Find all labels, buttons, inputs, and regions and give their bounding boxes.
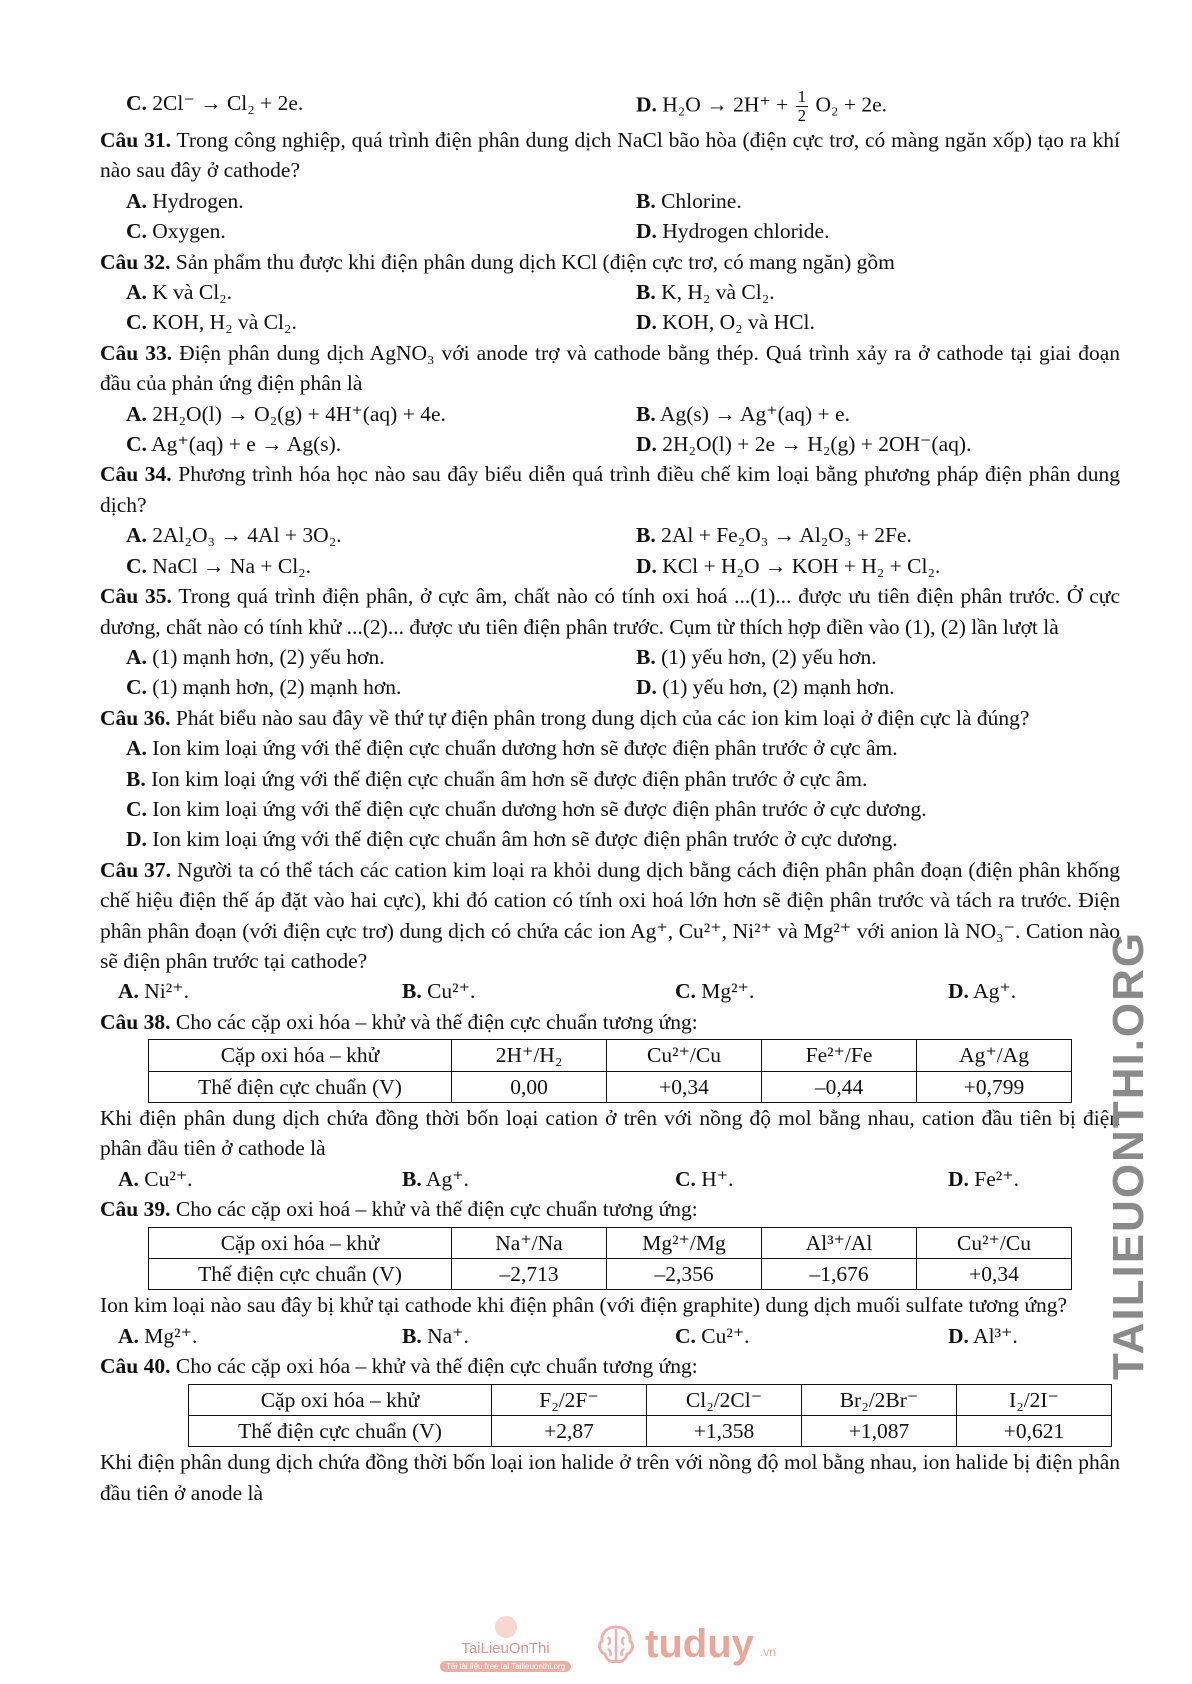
question: Câu 39. Cho các cặp oxi hoá – khử và thế điện cực chuẩn tương ứng: (100, 1197, 698, 1222)
option-label: B. (636, 280, 656, 305)
options-row (100, 277, 1120, 307)
table-cell: –0,44 (762, 1071, 917, 1102)
answer-option: A. 2Al₂O₃ → 4Al + 3O₂. (126, 523, 342, 548)
answer-option: C. Cu²⁺. (675, 1323, 750, 1348)
table-cell: +0,34 (917, 1259, 1072, 1290)
answer-option: B. K, H₂ và Cl₂. (636, 280, 775, 305)
potential-table (148, 1227, 1072, 1291)
table-cell: Mg²⁺/Mg (607, 1227, 762, 1258)
option-label: B. (636, 523, 656, 548)
option-a: A. Ion kim loại ứng với thế điện cực chuẩn dương hơn sẽ được điện phân trước ở cực âm. (126, 736, 898, 761)
question-number: Câu 33. (100, 340, 173, 365)
question-stem: Ion kim loại nào sau đây bị khử tại cathode khi điện phân (với điện graphite) dung dịch muối sulfate tương ứng? (100, 1293, 1068, 1318)
table-cell: +0,799 (917, 1071, 1072, 1102)
q30-options (100, 88, 1120, 125)
option-label: A. (118, 979, 139, 1004)
mascot-icon (495, 1616, 517, 1638)
answer-option: B. 2Al + Fe₂O₃ → Al₂O₃ + 2Fe. (636, 523, 912, 548)
options-row (100, 520, 1120, 550)
option-label: D. (636, 219, 657, 244)
brain-icon (593, 1621, 639, 1667)
answer-option: C. NaCl → Na + Cl₂. (126, 553, 312, 578)
table-cell: Cu²⁺/Cu (917, 1227, 1072, 1258)
answer-option: A. Hydrogen. (126, 188, 244, 213)
options-row (100, 1164, 1120, 1194)
question-list (100, 88, 1120, 1508)
options-row (100, 216, 1120, 246)
answer-option: A. 2H₂O(l) → O₂(g) + 4H⁺(aq) + 4e. (126, 401, 446, 426)
table-cell: 0,00 (452, 1071, 607, 1102)
options-row (100, 399, 1120, 429)
option-label: A. (126, 280, 147, 305)
answer-option: C. Oxygen. (126, 219, 226, 244)
option-label: A. (118, 1323, 139, 1348)
option-label: C. (675, 1166, 696, 1191)
option-label: D. (636, 432, 657, 457)
option-label: D. (636, 675, 657, 700)
answer-option: B. Ag⁺. (402, 1166, 469, 1191)
option-label: A. (118, 1166, 139, 1191)
option-label: D. (636, 310, 657, 335)
answer-option: C. Mg²⁺. (675, 979, 755, 1004)
table-cell: Ag⁺/Ag (917, 1040, 1072, 1071)
option-label: B. (402, 1323, 422, 1348)
question: Câu 38. Cho các cặp oxi hóa – khử và thế điện cực chuẩn tương ứng: (100, 1009, 698, 1034)
table-cell: Na⁺/Na (452, 1227, 607, 1258)
options-row (100, 307, 1120, 337)
option-label: A. (126, 736, 147, 761)
option-label: A. (126, 188, 147, 213)
option-c: C. Ion kim loại ứng với thế điện cực chuẩn dương hơn sẽ được điện phân trước ở cực dương. (126, 796, 927, 821)
answer-option: A. K và Cl₂. (126, 280, 233, 305)
question: Câu 40. Cho các cặp oxi hóa – khử và thế điện cực chuẩn tương ứng: (100, 1354, 698, 1379)
table-cell: Cu²⁺/Cu (607, 1040, 762, 1071)
table-cell: Br₂/2Br⁻ (802, 1384, 957, 1415)
answer-option: D. Fe²⁺. (948, 1166, 1019, 1191)
tailieuonthi-logo[interactable]: TaiLieuOnThi Tải tài liệu free tại Tailieuonthi.org (440, 1616, 571, 1672)
table-cell: I₂/2I⁻ (957, 1384, 1112, 1415)
question: Câu 33. Điện phân dung dịch AgNO₃ với anode trợ và cathode bằng thép. Quá trình xảy ra ở cathode tại giai đoạn đầu của phản ứng điện phân là (100, 340, 1121, 396)
question-number: Câu 36. (100, 705, 171, 730)
table-cell: Cặp oxi hóa – khử (149, 1227, 452, 1258)
option-label: A. (126, 401, 147, 426)
question-number: Câu 37. (100, 857, 172, 882)
answer-option: D. 2H₂O(l) + 2e → H₂(g) + 2OH⁻(aq). (636, 432, 972, 457)
option-d: D. H₂O → 2H⁺ + $\frac{1}{2}$ O₂ + 2e. (636, 87, 888, 125)
potential-table (188, 1384, 1112, 1448)
table-cell: –2,356 (607, 1259, 762, 1290)
footer-logos (440, 1616, 776, 1672)
option-label: C. (126, 310, 147, 335)
option-label: B. (636, 401, 656, 426)
option-label: C. (126, 553, 147, 578)
table-cell: Thế điện cực chuẩn (V) (149, 1259, 452, 1290)
question-number: Câu 35. (100, 584, 172, 609)
table-cell: +1,358 (647, 1416, 802, 1447)
table-cell: –1,676 (762, 1259, 917, 1290)
table-cell: Cặp oxi hóa – khử (149, 1040, 452, 1071)
answer-option: B. Chlorine. (636, 188, 742, 213)
option-label: C. (126, 432, 147, 457)
answer-option: A. (1) mạnh hơn, (2) yếu hơn. (126, 644, 385, 669)
options-row (100, 1321, 1120, 1351)
table-cell: Fe²⁺/Fe (762, 1040, 917, 1071)
answer-option: D. Hydrogen chloride. (636, 219, 830, 244)
answer-option: C. Ag⁺(aq) + e → Ag(s). (126, 432, 342, 457)
table-cell: Thế điện cực chuẩn (V) (149, 1071, 452, 1102)
option-label: D. (948, 979, 969, 1004)
question: Câu 36. Phát biểu nào sau đây về thứ tự điện phân trong dung dịch của các ion kim loại ở điện cực là đúng? (100, 705, 1030, 730)
answer-option: C. (1) mạnh hơn, (2) mạnh hơn. (126, 675, 402, 700)
question-number: Câu 31. (100, 128, 171, 152)
table-cell: Thế điện cực chuẩn (V) (189, 1416, 492, 1447)
table-cell: 2H⁺/H₂ (452, 1040, 607, 1071)
answer-option: B. Na⁺. (402, 1323, 469, 1348)
question: Câu 37. Người ta có thể tách các cation kim loại ra khỏi dung dịch bằng cách điện phân phân đoạn (điện phân khống chế hiệu điện thế áp đặt vào hai cực), khi đó cation có tính oxi hoá lớn hơn sẽ điện phân trước và tách ra trước. Điện phân phân đoạn (với điện cực trơ) dung dịch có chứa các ion Ag⁺, Cu²⁺, Ni²⁺ và Mg²⁺ với anion là NO₃⁻. Cation nào sẽ điện phân trước tại cathode? (100, 857, 1121, 973)
option-label: B. (402, 979, 422, 1004)
option-label: A. (126, 523, 147, 548)
option-c: C. 2Cl⁻ → Cl₂ + 2e. (126, 91, 304, 115)
option-label: D. (948, 1323, 969, 1348)
option-b: B. Ion kim loại ứng với thế điện cực chuẩn âm hơn sẽ được điện phân trước ở cực âm. (126, 766, 868, 791)
option-label: C. (126, 796, 147, 821)
question-number: Câu 34. (100, 462, 172, 487)
table-cell: –2,713 (452, 1259, 607, 1290)
answer-option: D. Al³⁺. (948, 1323, 1018, 1348)
table-cell: Cl₂/2Cl⁻ (647, 1384, 802, 1415)
options-row (100, 429, 1120, 459)
question-stem: Khi điện phân dung dịch chứa đồng thời bốn loại cation ở trên với nồng độ mol bằng nhau, cation đầu tiên bị điện phân đầu tiên ở cathode là (100, 1106, 1120, 1161)
answer-option: A. Ni²⁺. (118, 979, 189, 1004)
option-label: C. (675, 1323, 696, 1348)
options-row (100, 976, 1120, 1006)
option-label: B. (126, 766, 146, 791)
question: Câu 34. Phương trình hóa học nào sau đây biểu diễn quá trình điều chế kim loại bằng phương pháp điện phân dung dịch? (100, 462, 1121, 517)
table-cell: F₂/2F⁻ (492, 1384, 647, 1415)
option-label: C. (126, 91, 147, 115)
option-label: C. (126, 219, 147, 244)
option-label: C. (675, 979, 696, 1004)
answer-option: D. Ag⁺. (948, 979, 1017, 1004)
option-label: B. (636, 644, 656, 669)
question-number: Câu 32. (100, 249, 171, 274)
watermark: TAILIEUONTHI.ORG (1104, 930, 1153, 1380)
options-row (100, 186, 1120, 216)
question: Câu 31. Trong công nghiệp, quá trình điện phân dung dịch NaCl bão hòa (điện cực trơ, có màng ngăn xốp) tạo ra khí nào sau đây ở cathode? (100, 128, 1120, 183)
answer-option: C. KOH, H₂ và Cl₂. (126, 310, 297, 335)
fraction: $\frac{1}{2}$ (797, 87, 807, 125)
options-row (100, 672, 1120, 702)
table-cell: +0,34 (607, 1071, 762, 1102)
option-label: B. (402, 1166, 422, 1191)
option-label: D. (126, 827, 147, 852)
question-stem: Khi điện phân dung dịch chứa đồng thời bốn loại ion halide ở trên với nồng độ mol bằng nhau, ion halide bị điện phân đầu tiên ở anode là (100, 1450, 1120, 1505)
option-label: C. (126, 675, 147, 700)
question: Câu 32. Sản phẩm thu được khi điện phân dung dịch KCl (điện cực trơ, có mang ngăn) gồm (100, 249, 895, 274)
answer-option: A. Cu²⁺. (118, 1166, 193, 1191)
table-cell: +0,621 (957, 1416, 1112, 1447)
potential-table (148, 1039, 1072, 1103)
table-cell: Al³⁺/Al (762, 1227, 917, 1258)
option-label: A. (126, 644, 147, 669)
tuduy-logo[interactable]: tuduy .vn (593, 1621, 776, 1667)
option-d: D. Ion kim loại ứng với thế điện cực chuẩn âm hơn sẽ được điện phân trước ở cực dương. (126, 827, 898, 852)
answer-option: B. Cu²⁺. (402, 979, 476, 1004)
table-cell: Cặp oxi hóa – khử (189, 1384, 492, 1415)
question-number: Câu 40. (100, 1354, 171, 1379)
answer-option: B. Ag(s) → Ag⁺(aq) + e. (636, 401, 850, 426)
question-number: Câu 39. (100, 1197, 171, 1222)
answer-option: D. (1) yếu hơn, (2) mạnh hơn. (636, 675, 895, 700)
answer-option: A. Mg²⁺. (118, 1323, 198, 1348)
table-cell: +1,087 (802, 1416, 957, 1447)
options-row (100, 642, 1120, 672)
table-cell: +2,87 (492, 1416, 647, 1447)
answer-option: D. KCl + H₂O → KOH + H₂ + Cl₂. (636, 553, 941, 578)
option-label: D. (636, 92, 657, 117)
option-label: D. (948, 1166, 969, 1191)
question-number: Câu 38. (100, 1009, 171, 1034)
options-row (100, 551, 1120, 581)
option-label: D. (636, 553, 657, 578)
option-label: B. (636, 188, 656, 213)
answer-option: B. (1) yếu hơn, (2) yếu hơn. (636, 644, 877, 669)
answer-option: C. H⁺. (675, 1166, 734, 1191)
answer-option: D. KOH, O₂ và HCl. (636, 310, 815, 335)
question: Câu 35. Trong quá trình điện phân, ở cực âm, chất nào có tính oxi hoá ...(1)... được ưu tiên điện phân trước. Ở cực dương, chất nào có tính khử ...(2)... được ưu tiên điện phân trước. Cụm từ thích hợp điền vào (1), (2) lần lượt là (100, 584, 1120, 639)
